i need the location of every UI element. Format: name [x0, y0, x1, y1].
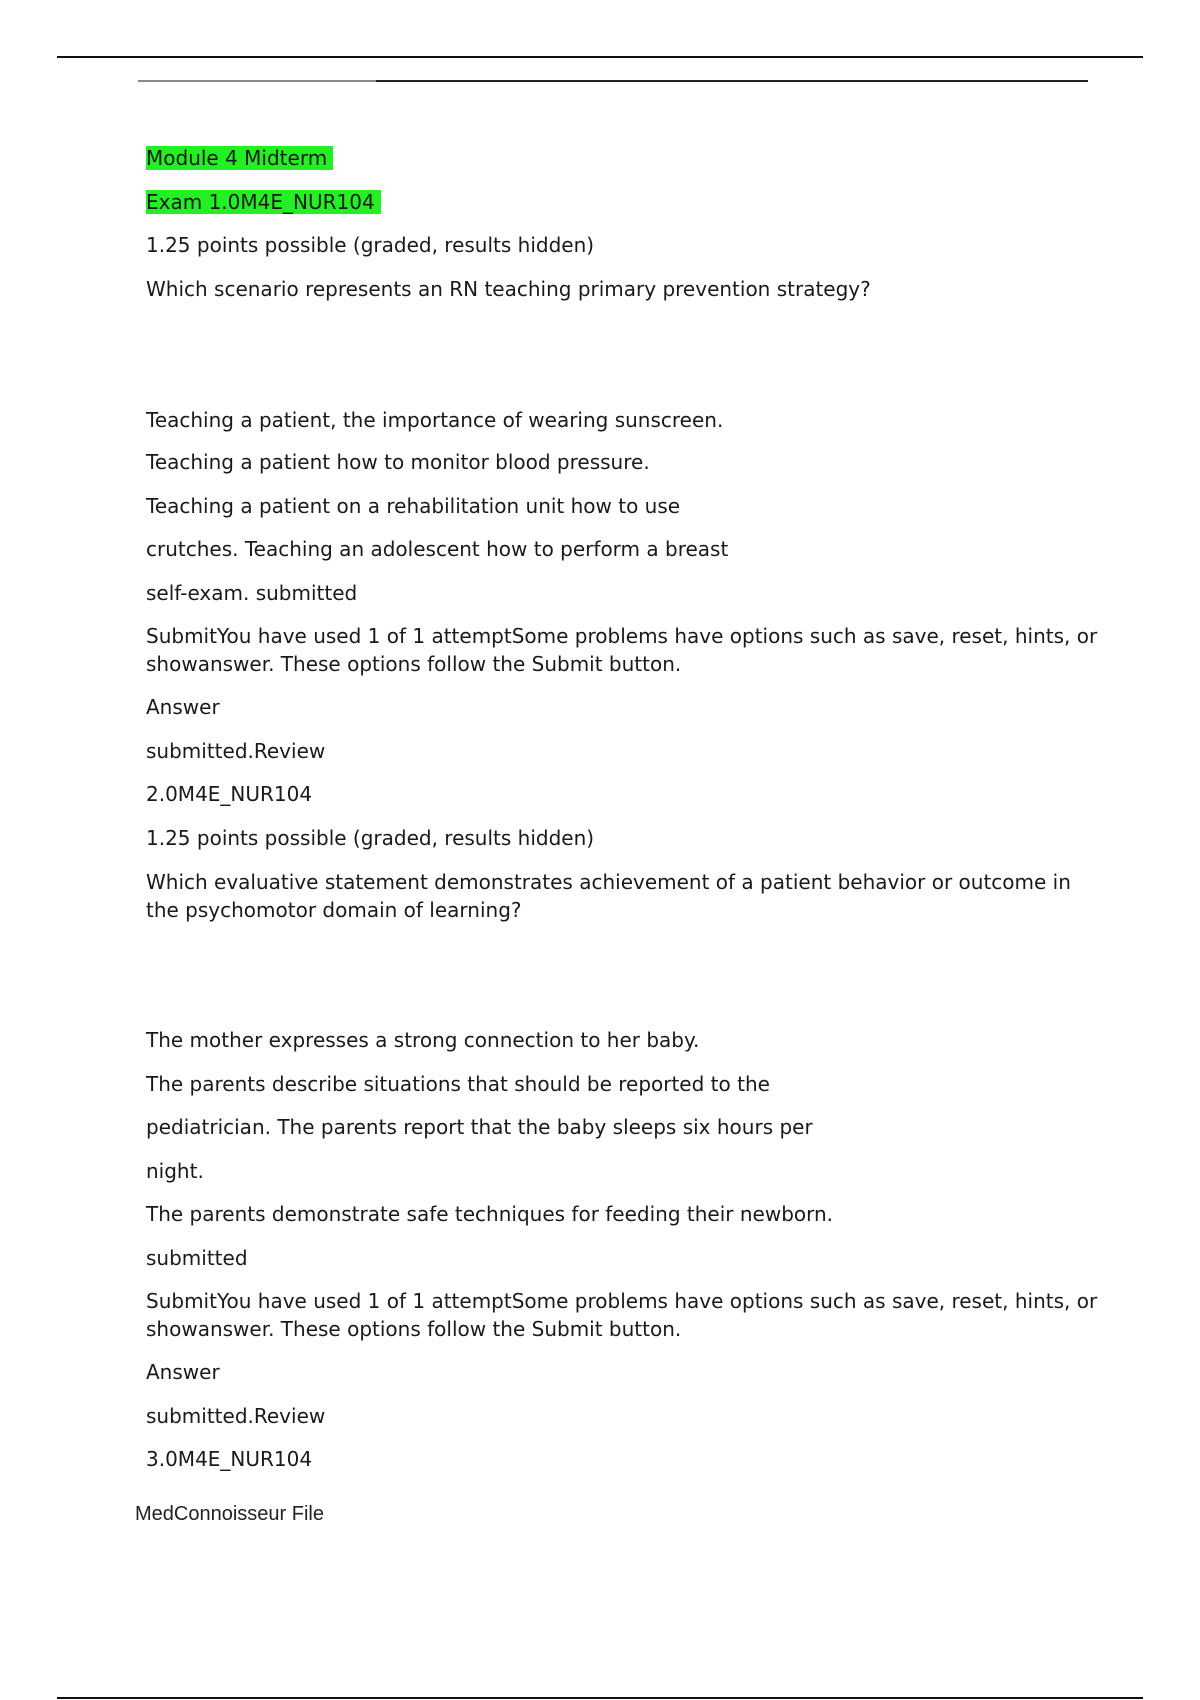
- q1-option-line: Teaching a patient on a rehabilitation unit how to use: [146, 494, 681, 518]
- q1-option-line: Teaching a patient, the importance of wearing sunscreen.: [146, 408, 724, 432]
- q2-option-line: The parents describe situations that should be reported to the: [146, 1072, 770, 1096]
- q3-id: 3.0M4E_NUR104: [146, 1447, 313, 1471]
- q1-option-line: self-exam. submitted: [146, 581, 358, 605]
- q2-option-line: The parents demonstrate safe techniques for feeding their newborn.: [146, 1202, 834, 1226]
- q1-option-line: Teaching a patient how to monitor blood pressure.: [146, 450, 650, 474]
- q2-review-status: submitted.Review: [146, 1404, 326, 1428]
- q1-submit-info: SubmitYou have used 1 of 1 attemptSome problems have options such as save, reset, hints, or showanswer. These options follow the Submit button.: [146, 624, 1098, 676]
- q1-option-line: crutches. Teaching an adolescent how to perform a breast: [146, 537, 729, 561]
- q2-option-line: submitted: [146, 1246, 248, 1270]
- title-highlight-1: Module 4 Midterm: [146, 146, 333, 170]
- q2-option-line: night.: [146, 1159, 204, 1183]
- q2-submit-info: SubmitYou have used 1 of 1 attemptSome problems have options such as save, reset, hints, or showanswer. These options follow the Submit button.: [146, 1289, 1098, 1341]
- header-rule: [138, 80, 1088, 82]
- q1-points: 1.25 points possible (graded, results hidden): [146, 233, 595, 257]
- q1-question: Which scenario represents an RN teaching primary prevention strategy?: [146, 277, 871, 301]
- q1-answer-label: Answer: [146, 695, 220, 719]
- q2-points: 1.25 points possible (graded, results hidden): [146, 826, 595, 850]
- q2-option-line: pediatrician. The parents report that the baby sleeps six hours per: [146, 1115, 813, 1139]
- q2-answer-label: Answer: [146, 1360, 220, 1384]
- title-highlight-2: Exam 1.0M4E_NUR104: [146, 190, 381, 214]
- q2-id: 2.0M4E_NUR104: [146, 782, 313, 806]
- top-rule: [57, 56, 1143, 58]
- q1-review-status: submitted.Review: [146, 739, 326, 763]
- title-line-2: [146, 188, 381, 216]
- footer-watermark: MedConnoisseur File: [135, 1503, 324, 1525]
- bottom-rule: [57, 1697, 1143, 1699]
- header-rule-light-segment: [138, 80, 376, 82]
- q2-option-line: The mother expresses a strong connection to her baby.: [146, 1028, 700, 1052]
- title-line-1: [146, 144, 333, 172]
- q2-question: Which evaluative statement demonstrates achievement of a patient behavior or outcome in the psychomotor domain of learning?: [146, 870, 1071, 922]
